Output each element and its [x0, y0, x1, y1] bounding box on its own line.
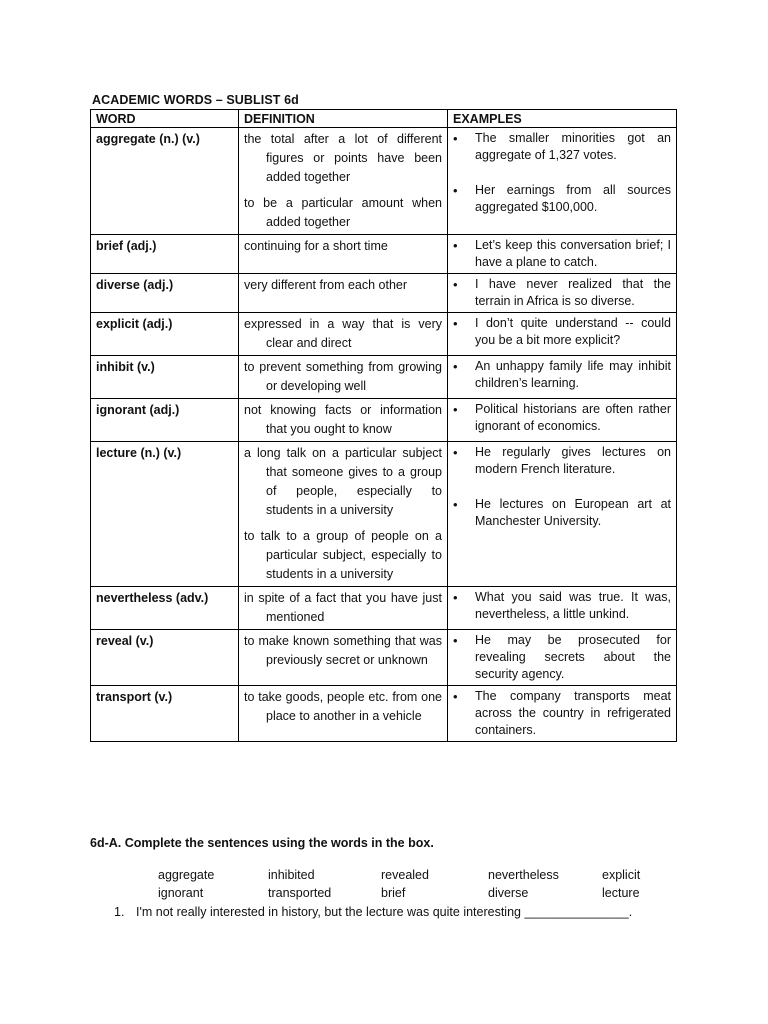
example-sentence: • The smaller minorities got an aggregate of 1,327 votes.: [453, 130, 671, 164]
word-box-item: diverse: [488, 886, 529, 900]
definition-cell: [239, 399, 448, 442]
sentence-text: I'm not really interested in history, but the lecture was quite interesting _______________.: [136, 905, 633, 919]
example-sentence: • Let’s keep this conversation brief; I have a plane to catch.: [453, 237, 671, 271]
exercise-sentence: [114, 904, 632, 921]
examples-cell: [448, 442, 677, 587]
examples-cell: [448, 356, 677, 399]
definition-text: expressed in a way that is very clear and direct: [244, 317, 442, 350]
examples-list: [453, 130, 671, 216]
definition-cell: [239, 356, 448, 399]
definition-text: to take goods, people etc. from one place to another in a vehicle: [244, 690, 442, 723]
examples-cell: [448, 313, 677, 356]
definition-text: very different from each other: [244, 278, 408, 292]
word-box-item: brief: [381, 886, 406, 900]
definition-cell: [239, 442, 448, 587]
page-title: ACADEMIC WORDS – SUBLIST 6d: [92, 93, 299, 107]
definition-text: to make known something that was previously secret or unknown: [244, 634, 442, 667]
header-word: WORD: [91, 110, 239, 128]
definition-cell: [239, 587, 448, 630]
definition-text: to prevent something from growing or developing well: [244, 360, 442, 393]
definition-text: in spite of a fact that you have just mentioned: [244, 591, 442, 624]
examples-cell: [448, 587, 677, 630]
table-row: [91, 686, 677, 742]
word-box-item: explicit: [602, 868, 641, 882]
word-cell: aggregate (n.) (v.): [91, 128, 239, 235]
word-cell: brief (adj.): [91, 235, 239, 274]
examples-list: [453, 315, 671, 349]
table-row: [91, 274, 677, 313]
table-row: [91, 235, 677, 274]
examples-cell: [448, 686, 677, 742]
sentence-number: 1.: [114, 905, 125, 919]
example-sentence: • I don’t quite understand -- could you be a bit more explicit?: [453, 315, 671, 349]
definition-text: not knowing facts or information that you ought to know: [244, 403, 442, 436]
definition-text: the total after a lot of different figures or points have been added together: [244, 132, 442, 184]
examples-list: [453, 401, 671, 435]
word-box-item: inhibited: [268, 868, 315, 882]
header-examples: EXAMPLES: [448, 110, 677, 128]
examples-cell: [448, 630, 677, 686]
example-sentence: • I have never realized that the terrain in Africa is so diverse.: [453, 276, 671, 310]
examples-cell: [448, 274, 677, 313]
examples-list: [453, 632, 671, 683]
definition-cell: [239, 274, 448, 313]
word-cell: transport (v.): [91, 686, 239, 742]
example-sentence: • Political historians are often rather ignorant of economics.: [453, 401, 671, 435]
word-box-item: lecture: [602, 886, 640, 900]
table-row: [91, 128, 677, 235]
word-cell: ignorant (adj.): [91, 399, 239, 442]
table-row: [91, 630, 677, 686]
example-sentence: • What you said was true. It was, nevertheless, a little unkind.: [453, 589, 671, 623]
example-sentence: • The company transports meat across the country in refrigerated containers.: [453, 688, 671, 739]
definition-text: to talk to a group of people on a particular subject, especially to students in a university: [244, 529, 442, 581]
definition-text: continuing for a short time: [244, 239, 388, 253]
example-sentence: • An unhappy family life may inhibit children’s learning.: [453, 358, 671, 392]
word-cell: inhibit (v.): [91, 356, 239, 399]
word-cell: nevertheless (adv.): [91, 587, 239, 630]
definition-text: to be a particular amount when added together: [244, 196, 442, 229]
definition-cell: [239, 235, 448, 274]
definition-cell: [239, 128, 448, 235]
word-box: [158, 867, 658, 902]
vocabulary-table-body: [91, 128, 677, 742]
word-box-item: revealed: [381, 868, 429, 882]
word-box-item: transported: [268, 886, 332, 900]
table-row: [91, 442, 677, 587]
example-sentence: • He lectures on European art at Manchester University.: [453, 496, 671, 530]
definition-cell: [239, 630, 448, 686]
examples-list: [453, 688, 671, 739]
examples-list: [453, 276, 671, 310]
examples-list: [453, 358, 671, 392]
examples-list: [453, 444, 671, 530]
examples-cell: [448, 235, 677, 274]
examples-cell: [448, 128, 677, 235]
word-cell: lecture (n.) (v.): [91, 442, 239, 587]
definition-cell: [239, 313, 448, 356]
word-box-item: nevertheless: [488, 868, 559, 882]
word-cell: diverse (adj.): [91, 274, 239, 313]
vocabulary-table: [90, 109, 677, 742]
definition-text: a long talk on a particular subject that someone gives to a group of people, especially to students in a university: [244, 446, 442, 517]
word-box-item: aggregate: [158, 868, 215, 882]
word-box-item: ignorant: [158, 886, 204, 900]
example-sentence: • He may be prosecuted for revealing secrets about the security agency.: [453, 632, 671, 683]
table-row: [91, 313, 677, 356]
definition-cell: [239, 686, 448, 742]
examples-list: [453, 589, 671, 623]
table-row: [91, 587, 677, 630]
exercise-title: 6d-A. Complete the sentences using the words in the box.: [90, 836, 434, 850]
table-header-row: [91, 110, 677, 128]
table-row: [91, 399, 677, 442]
example-sentence: • He regularly gives lectures on modern French literature.: [453, 444, 671, 478]
header-definition: DEFINITION: [239, 110, 448, 128]
word-cell: reveal (v.): [91, 630, 239, 686]
table-row: [91, 356, 677, 399]
word-cell: explicit (adj.): [91, 313, 239, 356]
examples-list: [453, 237, 671, 271]
examples-cell: [448, 399, 677, 442]
example-sentence: • Her earnings from all sources aggregated $100,000.: [453, 182, 671, 216]
